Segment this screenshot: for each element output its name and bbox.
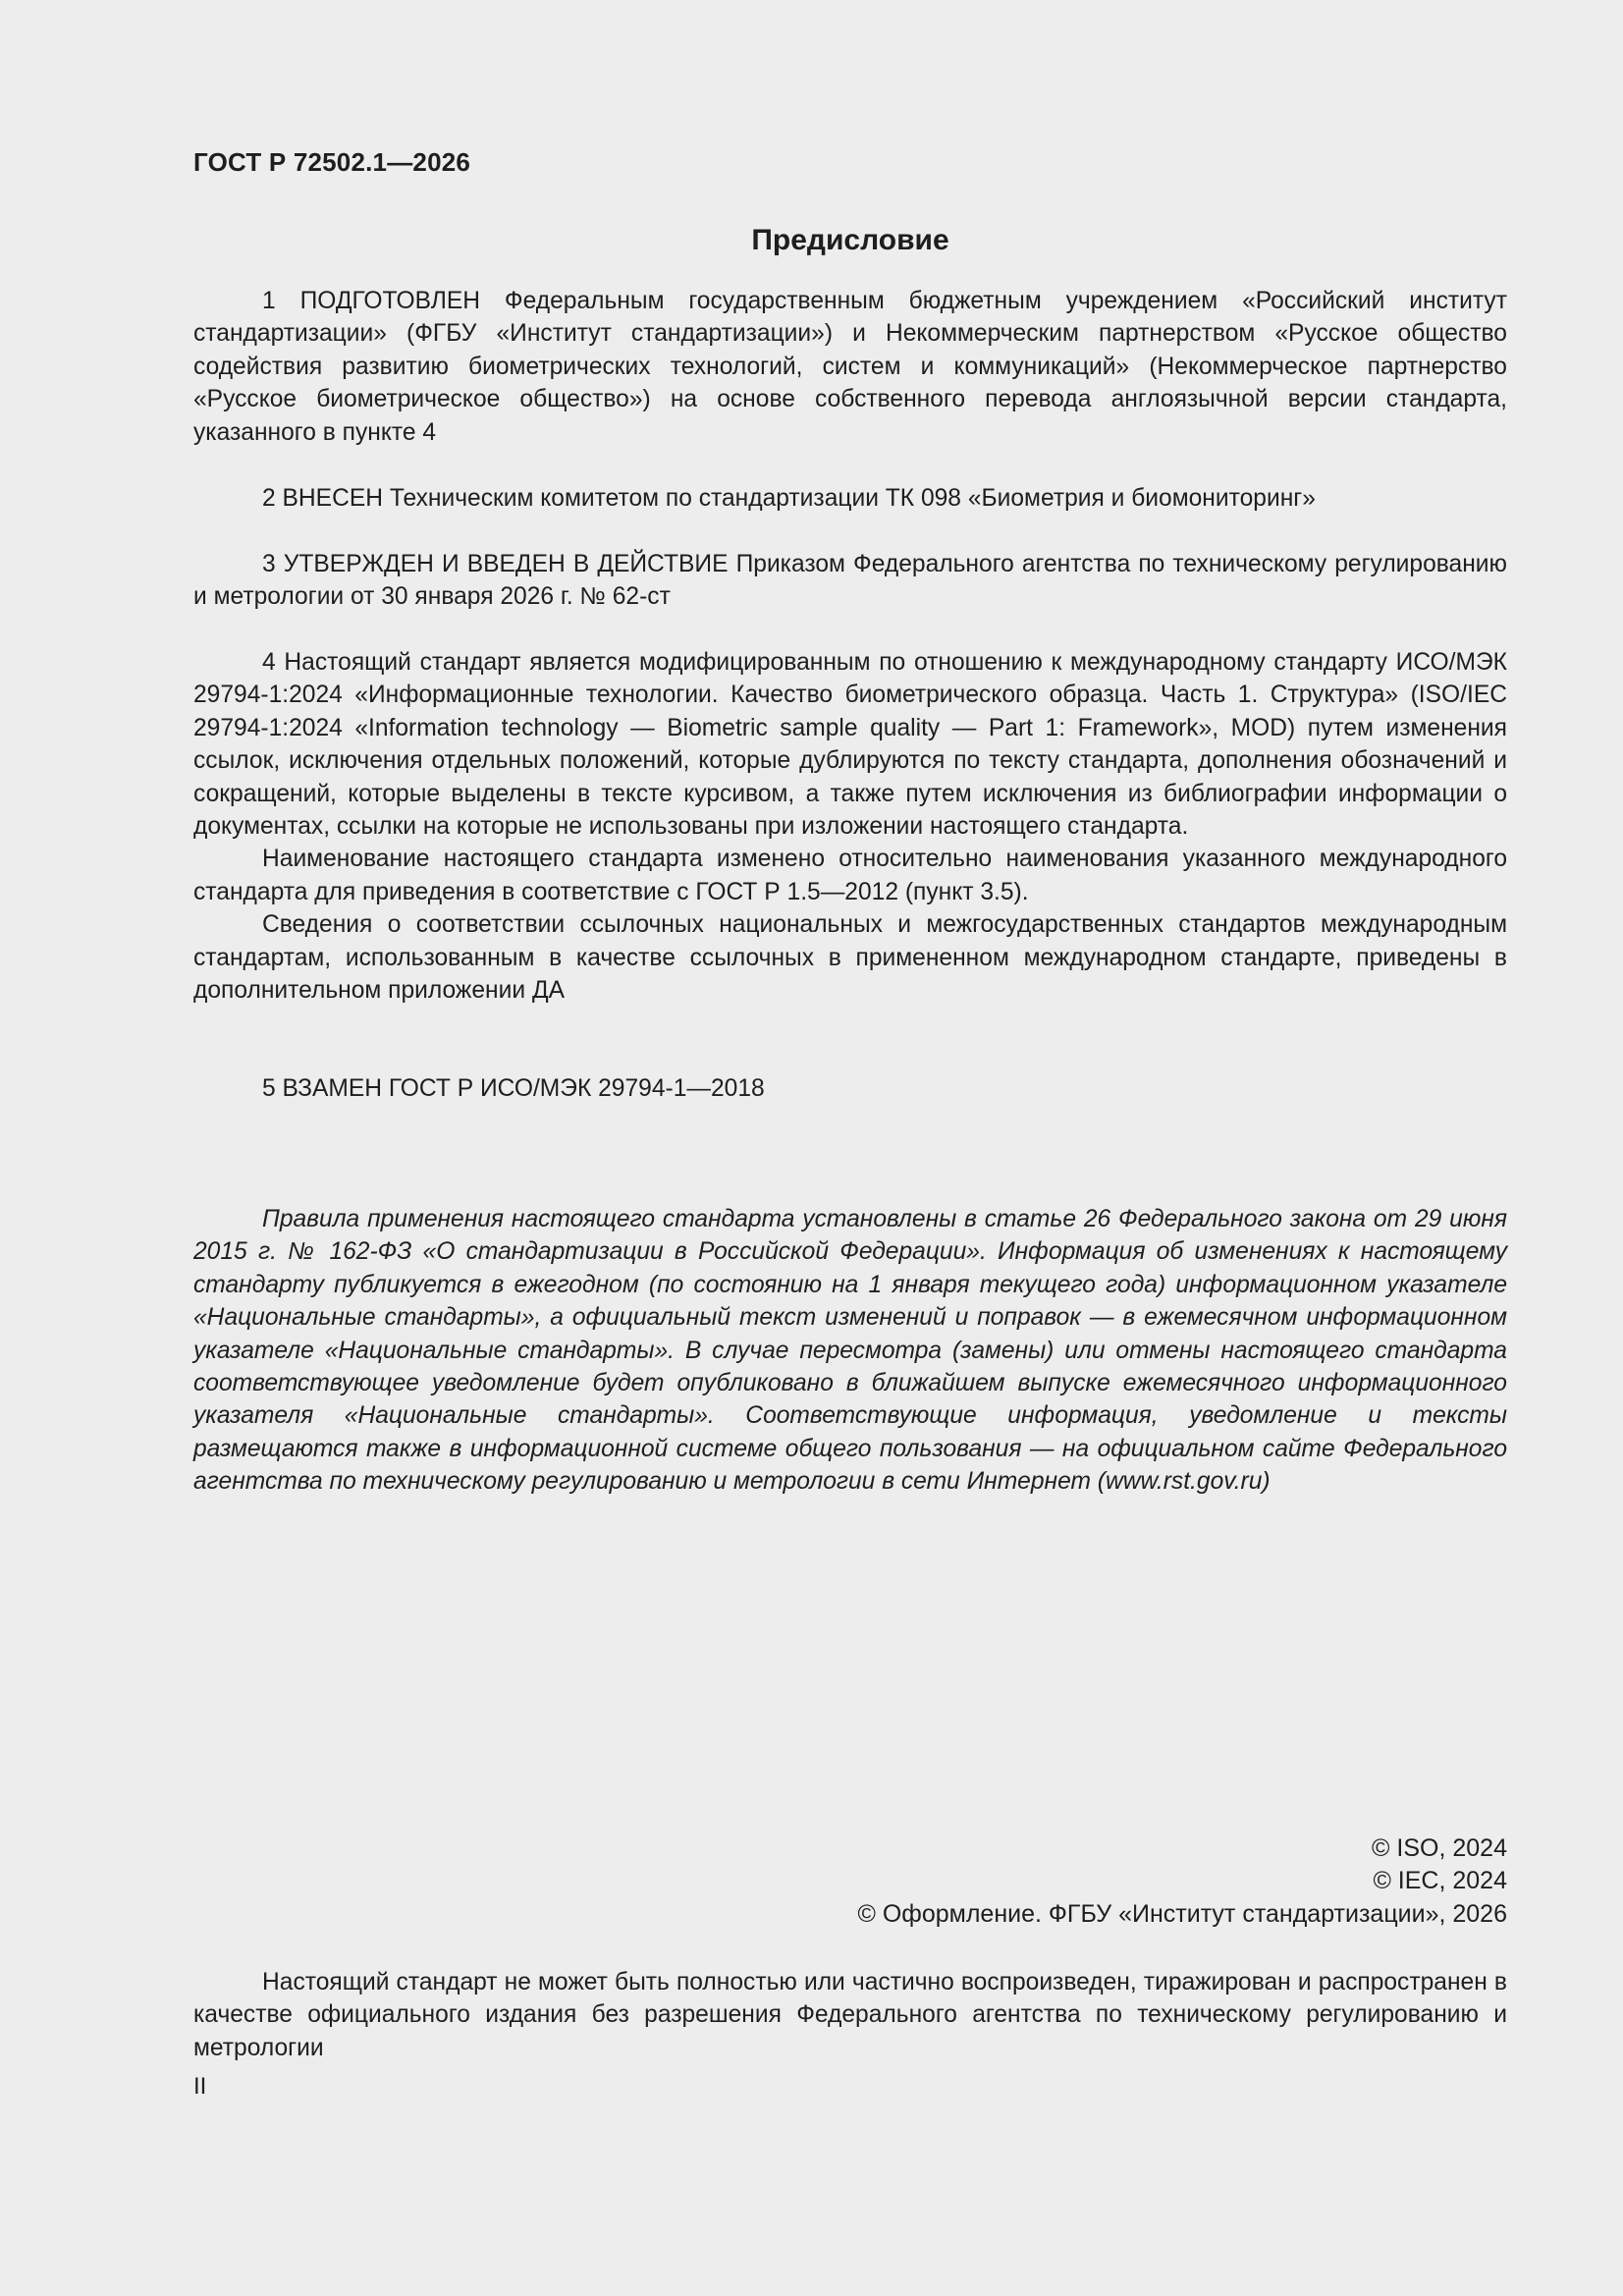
copyright-design: © Оформление. ФГБУ «Институт стандартизации», 2026 bbox=[857, 1899, 1507, 1928]
paragraph-1-text: 1 ПОДГОТОВЛЕН Федеральным государственным бюджетным учреждением «Российский институт стандартизации» (ФГБУ «Институт стандартизации») и Некоммерческим партнерством «Русское общество содействия развитию биометрических технологий, систем и коммуникаций» (Некоммерческое партнерство «Русское биометрическое общество») на основе собственного перевода англоязычной версии стандарта, указанного в пункте 4 bbox=[193, 288, 1507, 446]
paragraph-2 bbox=[193, 482, 1507, 515]
paragraph-5 bbox=[193, 1072, 1507, 1105]
paragraph-4-references-note: Сведения о соответствии ссылочных национальных и межгосударственных стандартов международным стандартам, использованным в качестве ссылочных в примененном международном стандарте, приведены в дополнительном приложении ДА bbox=[193, 911, 1507, 1005]
paragraph-3-text: 3 УТВЕРЖДЕН И ВВЕДЕН В ДЕЙСТВИЕ Приказом Федерального агентства по техническому регулированию и метрологии от 30 января 2026 г. № 62-ст bbox=[193, 551, 1507, 611]
application-rules-text: Правила применения настоящего стандарта установлены в статье 26 Федерального закона от 29 июня 2015 г. № 162-ФЗ «О стандартизации в Российской Федерации». Информация об изменениях к настоящему стандарту публикуется в ежегодном (по состоянию на 1 января текущего года) информационном указателе «Национальные стандарты», а официальный текст изменений и поправок — в ежемесячном информационном указателе «Национальные стандарты». В случае пересмотра (замены) или отмены настоящего стандарта соответствующее уведомление будет опубликовано в ближайшем выпуске ежемесячного информационного указателя «Национальные стандарты». Соответствующие информация, уведомление и тексты размещаются также в информационной системе общего пользования — на официальном сайте Федерального агентства по техническому регулированию и метрологии в сети Интернет (www.rst.gov.ru) bbox=[193, 1206, 1507, 1496]
page-title: Предисловие bbox=[751, 224, 949, 256]
paragraph-4-name-note: Наименование настоящего стандарта изменено относительно наименования указанного международного стандарта для приведения в соответствие с ГОСТ Р 1.5—2012 (пункт 3.5). bbox=[193, 846, 1507, 905]
paragraph-4-text: 4 Настоящий стандарт является модифицированным по отношению к международному стандарту ИСО/МЭК 29794-1:2024 «Информационные технологии. Качество биометрического образца. Часть 1. Структура» (ISO/IEC 29794-1:2024 «Information technology — Biometric sample quality — Part 1: Framework», MOD) путем изменения ссылок, исключения отдельных положений, которые дублируются по тексту стандарта, дополнения обозначений и сокращений, которые выделены в тексте курсивом, а также путем исключения из библиографии информации о документах, ссылки на которые не использованы при изложении настоящего стандарта. bbox=[193, 649, 1507, 841]
page-number: II bbox=[193, 2073, 207, 2100]
copyright-block bbox=[193, 1832, 1507, 1931]
paragraph-1 bbox=[193, 285, 1507, 449]
reproduction-notice-text: Настоящий стандарт не может быть полностью или частично воспроизведен, тиражирован и распространен в качестве официального издания без разрешения Федерального агентства по техническому регулированию и метрологии bbox=[193, 1969, 1507, 2061]
paragraph-5-text: 5 ВЗАМЕН ГОСТ Р ИСО/МЭК 29794-1—2018 bbox=[262, 1075, 765, 1102]
reproduction-notice bbox=[193, 1966, 1507, 2064]
paragraph-4 bbox=[193, 646, 1507, 1007]
copyright-iec: © IEC, 2024 bbox=[1373, 1867, 1507, 1895]
application-rules bbox=[193, 1203, 1507, 1499]
standard-code: ГОСТ Р 72502.1—2026 bbox=[193, 147, 471, 177]
paragraph-3 bbox=[193, 548, 1507, 614]
document-page bbox=[193, 0, 1507, 2296]
copyright-iso: © ISO, 2024 bbox=[1372, 1834, 1507, 1862]
paragraph-2-text: 2 ВНЕСЕН Техническим комитетом по стандартизации ТК 098 «Биометрия и биомониторинг» bbox=[262, 485, 1316, 512]
